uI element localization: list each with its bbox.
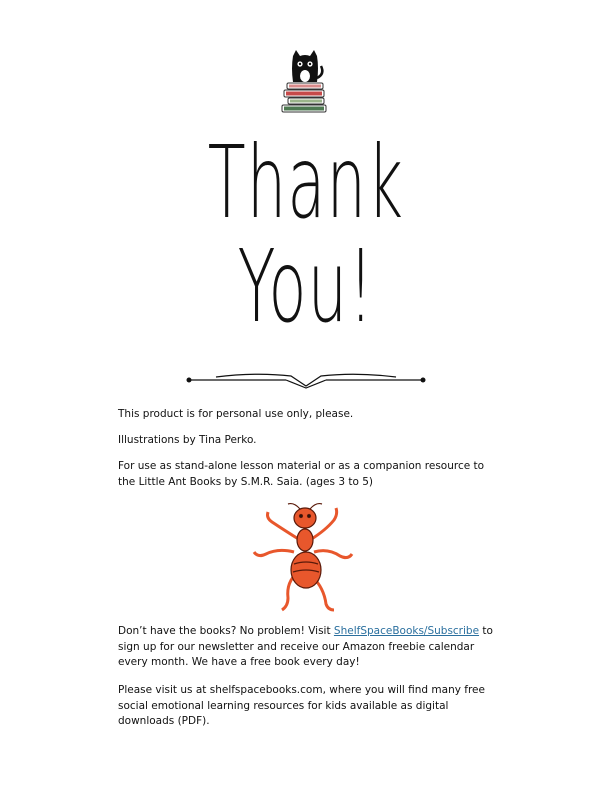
open-book-divider-icon — [186, 370, 426, 390]
subscribe-link[interactable]: ShelfSpaceBooks/Subscribe — [333, 625, 480, 637]
usage-description: For use as stand-alone lesson material or as a companion resource to the Little Ant Books by S.M.R. Saia. (ages 3 to 5) — [118, 460, 485, 488]
illustration-credit: Illustrations by Tina Perko. — [118, 434, 257, 446]
books-promo: Don’t have the books? No problem! Visit ShelfSpaceBooks/Subscribe to sign up for our newsletter and receive our Amazon freebie calendar every month. We have a free book every day! — [118, 625, 493, 668]
title-line-2: You! — [237, 228, 375, 345]
cat-on-books-icon — [279, 48, 331, 120]
title-line-1: Thank — [207, 124, 405, 241]
usage-note: This product is for personal use only, please. — [118, 408, 354, 420]
dancing-ant-illustration — [248, 500, 360, 614]
website-note: Please visit us at shelfspacebooks.com, where you will find many free social emotional learning resources for kids available as digital downloads (PDF). — [118, 684, 485, 727]
